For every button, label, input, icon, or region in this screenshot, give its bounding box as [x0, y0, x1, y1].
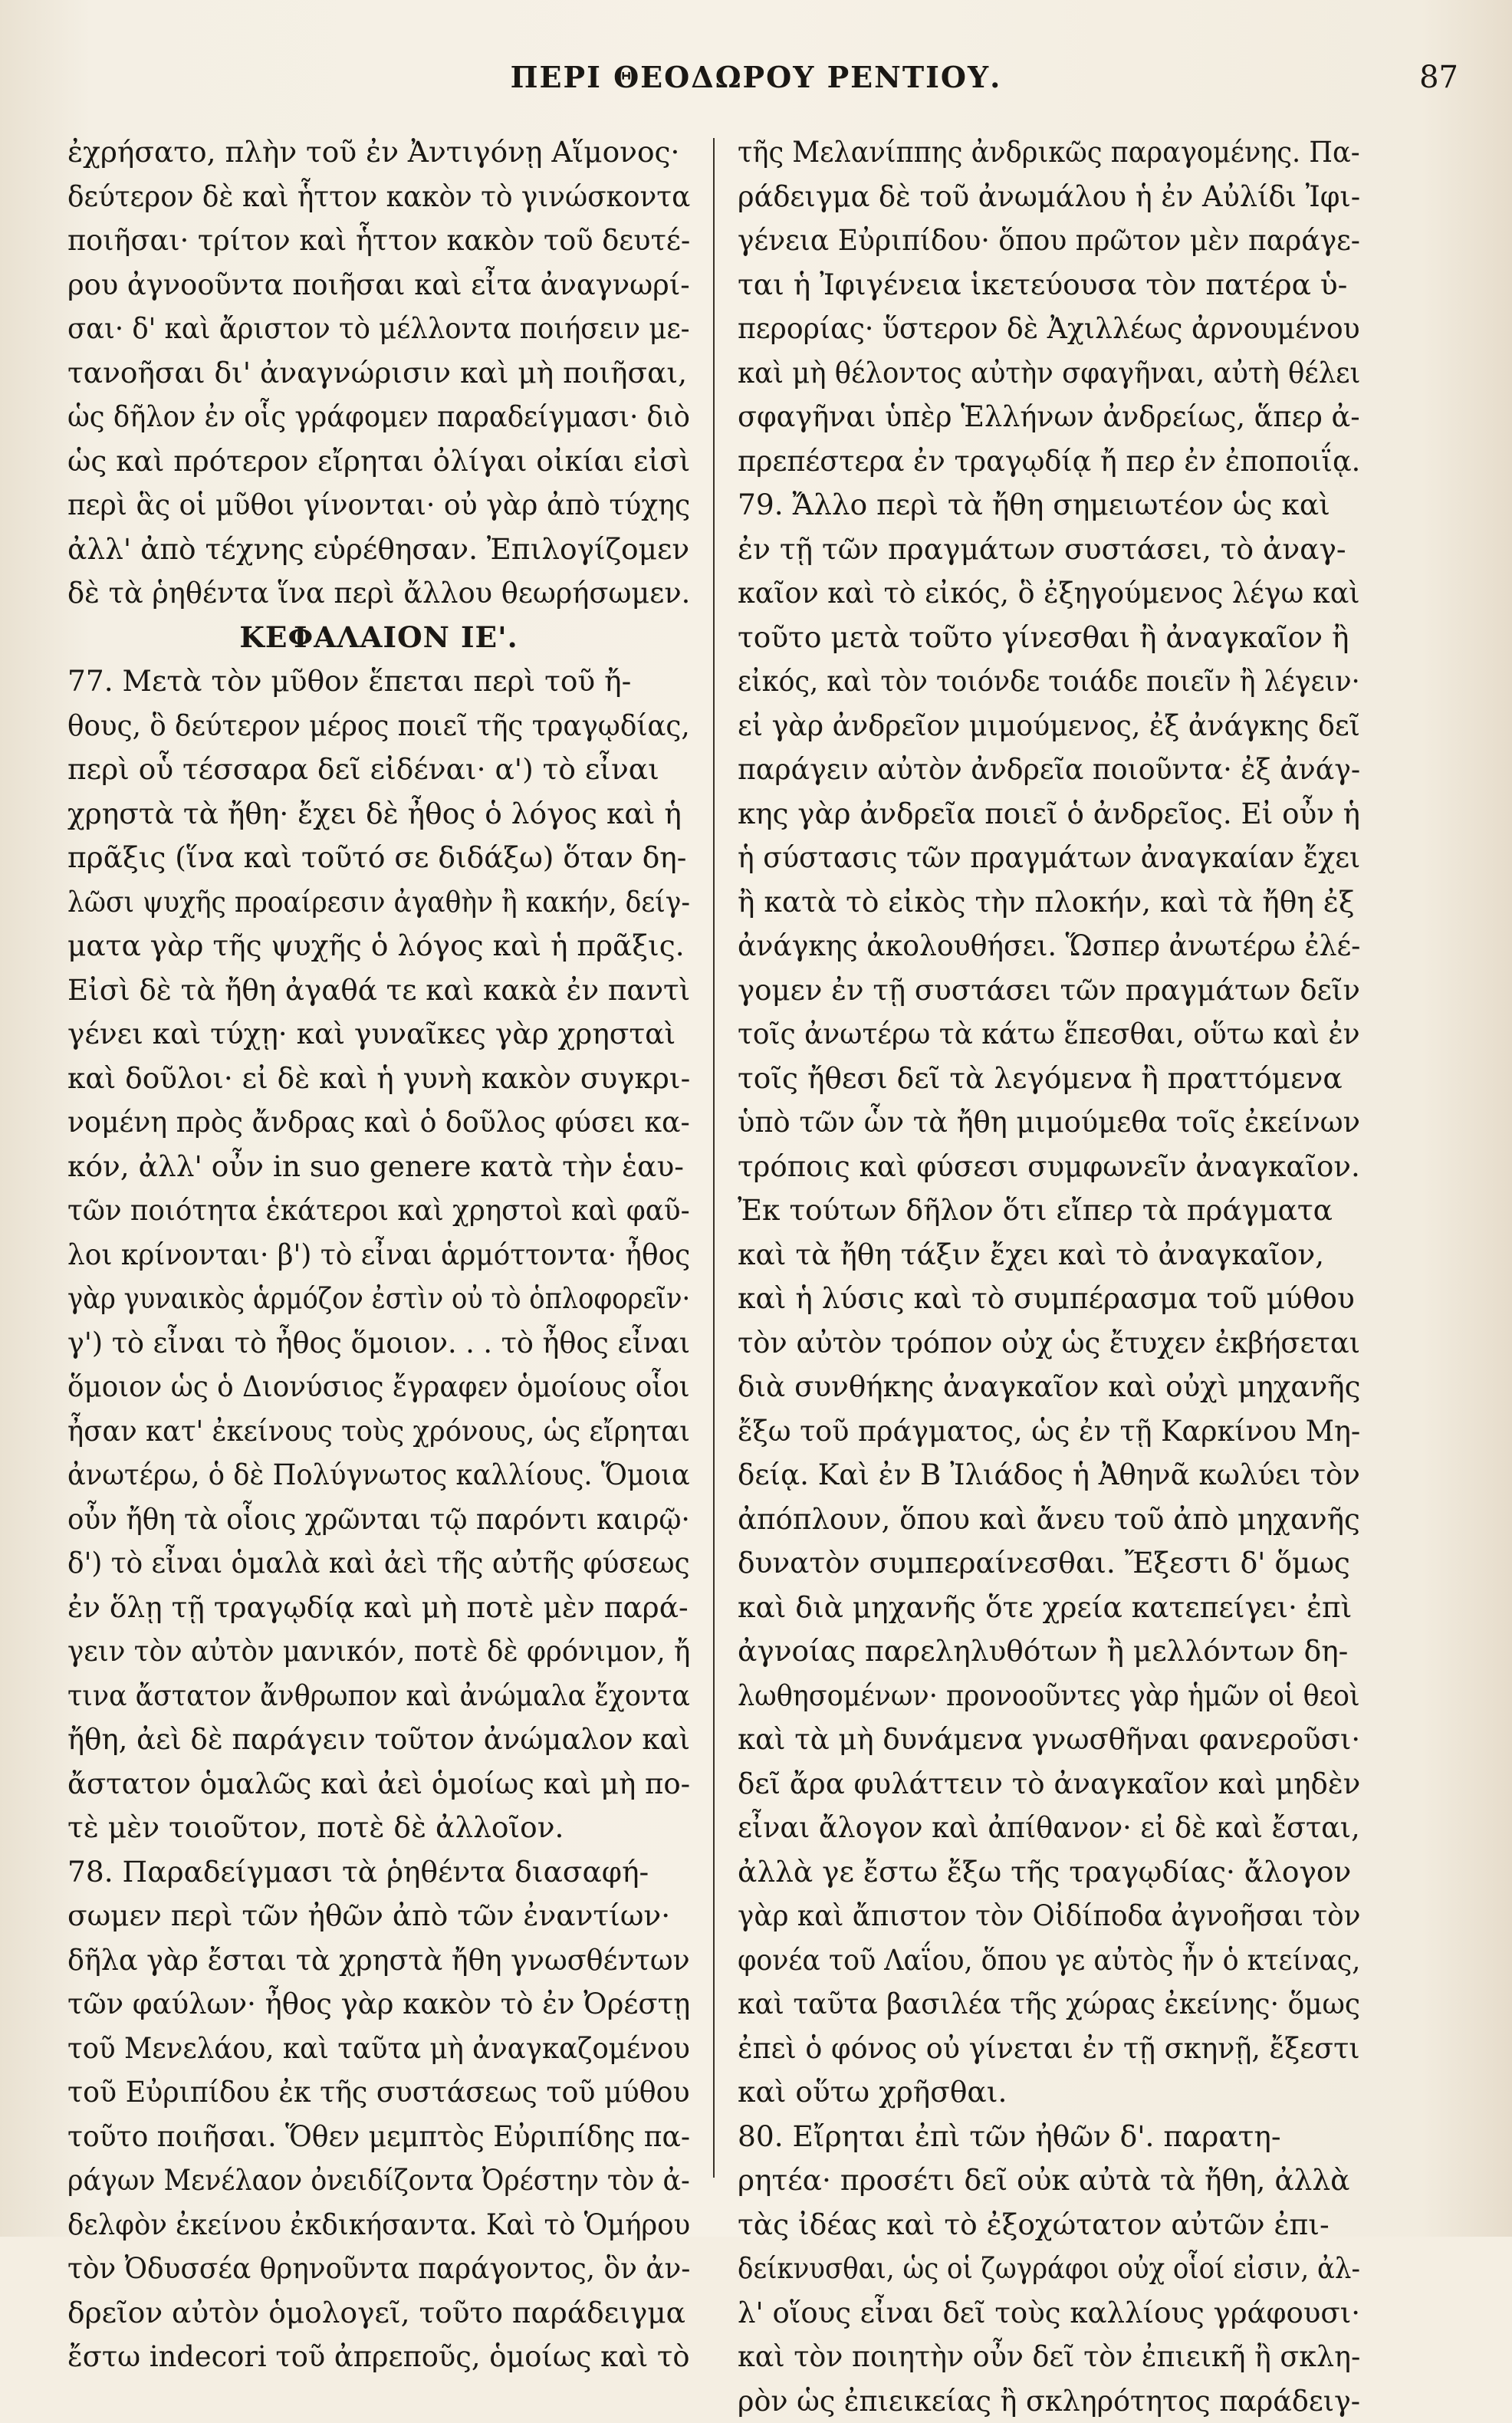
text-line: καὶ τὸν ποιητὴν οὖν δεῖ τὸν ἐπιεικῆ ἢ σκλη-: [738, 2335, 1343, 2379]
text-line: ματα γὰρ τῆς ψυχῆς ὁ λόγος καὶ ἡ πρᾶξις.: [67, 924, 690, 968]
text-line: νομένη πρὸς ἄνδρας καὶ ὁ δοῦλος φύσει κα-: [67, 1100, 670, 1145]
text-line: καῖον καὶ τὸ εἰκός, ὃ ἐξηγούμενος λέγω καὶ: [738, 571, 1343, 616]
text-line: καὶ τὰ ἤθη τάξιν ἔχει καὶ τὸ ἀναγκαῖον,: [738, 1233, 1360, 1277]
page-header: [46, 60, 1466, 109]
text-line: σφαγῆναι ὑπὲρ Ἑλλήνων ἀνδρείως, ἅπερ ἀ-: [738, 395, 1345, 439]
text-line: γὰρ γυναικὸς ἁρμόζον ἐστὶν οὐ τὸ ὁπλοφορεῖν·: [67, 1277, 628, 1321]
text-line: θους, ὃ δεύτερον μέρος ποιεῖ τῆς τραγῳδίας,: [67, 704, 659, 748]
text-line: ὅμοιον ὡς ὁ Διονύσιος ἔγραφεν ὁμοίους οἷοι: [67, 1365, 660, 1409]
text-line: διὰ συνθήκης ἀναγκαῖον καὶ οὐχὶ μηχανῆς: [738, 1365, 1356, 1409]
right-text-column: [738, 130, 1360, 2201]
text-line: ἀγνοίας παρεληλυθότων ἢ μελλόντων δη-: [738, 1629, 1360, 1674]
text-line: εἶναι ἄλογον καὶ ἀπίθανον· εἰ δὲ καὶ ἔσται,: [738, 1806, 1343, 1850]
running-title: ΠΕΡΙ ΘΕΟΔΩΡΟΥ ΡΕΝΤΙΟΥ.: [46, 60, 1466, 94]
text-line: τῶν ποιότητα ἑκάτεροι καὶ χρηστοὶ καὶ φαῦ-: [67, 1188, 660, 1233]
text-line: ρου ἀγνοοῦντα ποιῆσαι καὶ εἶτα ἀναγνωρί-: [67, 263, 679, 307]
text-line: ἦσαν κατ' ἐκείνους τοὺς χρόνους, ὡς εἴρηται: [67, 1409, 655, 1454]
text-line: πρᾶξις (ἵνα καὶ τοῦτό σε διδάξω) ὅταν δη-: [67, 836, 690, 880]
text-line: καὶ δοῦλοι· εἰ δὲ καὶ ἡ γυνὴ κακὸν συγκρι-: [67, 1057, 689, 1101]
text-line: 79. Ἄλλο περὶ τὰ ἤθη σημειωτέον ὡς καὶ: [738, 483, 1360, 528]
text-line: παράγειν αὐτὸν ἀνδρεῖα ποιοῦντα· ἐξ ἀνάγ-: [738, 748, 1339, 792]
text-line: κης γὰρ ἀνδρεῖα ποιεῖ ὁ ἀνδρεῖος. Εἰ οὖν ἡ: [738, 792, 1356, 837]
text-line: ἐν ὅλῃ τῇ τραγῳδίᾳ καὶ μὴ ποτὲ μὲν παρά-: [67, 1586, 690, 1630]
text-line: πρεπέστερα ἐν τραγῳδίᾳ ἤ περ ἐν ἐποποιΐᾳ.: [738, 439, 1344, 484]
text-line: ἄστατον ὁμαλῶς καὶ ἀεὶ ὁμοίως καὶ μὴ πο-: [67, 1762, 682, 1807]
text-line: ἐχρήσατο, πλὴν τοῦ ἐν Ἀντιγόνῃ Αἵμονος·: [67, 130, 690, 175]
text-line: ται ἡ Ἰφιγένεια ἱκετεύουσα τὸν πατέρα ὑ-: [738, 263, 1360, 307]
text-line: ἐν τῇ τῶν πραγμάτων συστάσει, τὸ ἀναγ-: [738, 528, 1360, 572]
text-line: ἀνωτέρω, ὁ δὲ Πολύγνωτος καλλίους. Ὅμοια: [67, 1453, 653, 1498]
text-line: ἀνάγκης ἀκολουθήσει. Ὥσπερ ἀνωτέρω ἐλέ-: [738, 924, 1337, 968]
text-line: περορίας· ὕστερον δὲ Ἀχιλλέως ἀρνουμένου: [738, 307, 1339, 351]
text-line: δὲ τὰ ῥηθέντα ἵνα περὶ ἄλλου θεωρήσωμεν.: [67, 571, 677, 616]
text-line: περὶ οὗ τέσσαρα δεῖ εἰδέναι· α') τὸ εἶναι: [67, 748, 690, 792]
left-text-column: [67, 130, 690, 2201]
text-line: ὡς δῆλον ἐν οἷς γράφομεν παραδείγμασι· διὸ: [67, 395, 654, 439]
text-line: δεύτερον δὲ καὶ ἧττον κακὸν τὸ γινώσκοντα: [67, 175, 662, 219]
text-line: ὡς καὶ πρότερον εἴρηται ὀλίγαι οἰκίαι εἰσὶ: [67, 439, 687, 484]
text-line: δείκνυσθαι, ὡς οἱ ζωγράφοι οὐχ οἷοί εἰσιν, ἀλ-: [738, 2247, 1302, 2291]
text-line: τοῦ Μενελάου, καὶ ταῦτα μὴ ἀναγκαζομένου: [67, 2027, 657, 2071]
page-number: 87: [1419, 60, 1458, 95]
text-line: σωμεν περὶ τῶν ἠθῶν ἀπὸ τῶν ἐναντίων·: [67, 1894, 690, 1938]
text-line: καὶ διὰ μηχανῆς ὅτε χρεία κατεπείγει· ἐπὶ: [738, 1586, 1360, 1630]
text-line: ἢ κατὰ τὸ εἰκὸς τὴν πλοκήν, καὶ τὰ ἤθη ἐξ: [738, 880, 1360, 925]
text-line: δείᾳ. Καὶ ἐν Β Ἰλιάδος ἡ Ἀθηνᾶ κωλύει τὸν: [738, 1453, 1353, 1498]
text-line: καὶ μὴ θέλοντος αὐτὴν σφαγῆναι, αὐτὴ θέλει: [738, 351, 1326, 396]
chapter-heading: ΚΕΦΑΛΑΙΟΝ ΙΕ'.: [67, 616, 690, 660]
text-line: ὑπὸ τῶν ὧν τὰ ἤθη μιμούμεθα τοῖς ἐκείνων: [738, 1100, 1348, 1145]
text-line: γένει καὶ τύχῃ· καὶ γυναῖκες γὰρ χρησταὶ: [67, 1012, 690, 1057]
text-line: καὶ ταῦτα βασιλέα τῆς χώρας ἐκείνης· ὅμως: [738, 1982, 1335, 2027]
text-line: τὰς ἰδέας καὶ τὸ ἐξοχώτατον αὐτῶν ἐπι-: [738, 2203, 1360, 2247]
text-line: ρητέα· προσέτι δεῖ οὐκ αὐτὰ τὰ ἤθη, ἀλλὰ: [738, 2158, 1360, 2203]
text-line: τινα ἄστατον ἄνθρωπον καὶ ἀνώμαλα ἔχοντα: [67, 1674, 646, 1718]
text-line: λῶσι ψυχῆς προαίρεσιν ἀγαθὴν ἢ κακήν, δείγ-: [67, 880, 640, 925]
text-line: 78. Παραδείγμασι τὰ ῥηθέντα διασαφή-: [67, 1850, 690, 1895]
text-line: ράγων Μενέλαον ὀνειδίζοντα Ὀρέστην τὸν ἀ-: [67, 2158, 646, 2203]
text-line: τῆς Μελανίππης ἀνδρικῶς παραγομένης. Πα-: [738, 130, 1320, 175]
text-line: τοῦτο μετὰ τοῦτο γίνεσθαι ἢ ἀναγκαῖον ἢ: [738, 616, 1360, 660]
text-line: Ἐκ τούτων δῆλον ὅτι εἴπερ τὰ πράγματα: [738, 1188, 1360, 1233]
text-line: γένεια Εὐριπίδου· ὅπου πρῶτον μὲν παράγε-: [738, 219, 1336, 263]
text-line: 77. Μετὰ τὸν μῦθον ἕπεται περὶ τοῦ ἤ-: [67, 659, 690, 704]
text-line: ἀλλ' ἀπὸ τέχνης εὑρέθησαν. Ἐπιλογίζομεν: [67, 528, 690, 572]
text-line: γειν τὸν αὐτὸν μανικόν, ποτὲ δὲ φρόνιμον, ἤ: [67, 1629, 659, 1674]
text-line: δεῖ ἄρα φυλάττειν τὸ ἀναγκαῖον καὶ μηδὲν: [738, 1762, 1353, 1807]
text-line: τοῖς ἤθεσι δεῖ τὰ λεγόμενα ἢ πραττόμενα: [738, 1057, 1360, 1101]
text-line: χρηστὰ τὰ ἤθη· ἔχει δὲ ἦθος ὁ λόγος καὶ ἡ: [67, 792, 690, 837]
text-line: ρὸν ὡς ἐπιεικείας ἢ σκληρότητος παράδειγ-: [738, 2379, 1343, 2423]
text-line: καὶ οὕτω χρῆσθαι.: [738, 2070, 1360, 2115]
text-line: οὖν ἤθη τὰ οἷοις χρῶνται τῷ παρόντι καιρῷ·: [67, 1498, 661, 1542]
text-line: ἀλλὰ γε ἔστω ἔξω τῆς τραγῳδίας· ἄλογον: [738, 1850, 1360, 1895]
text-line: ἤθη, ἀεὶ δὲ παράγειν τοῦτον ἀνώμαλον καὶ: [67, 1718, 682, 1762]
text-line: τοῦ Εὐριπίδου ἐκ τῆς συστάσεως τοῦ μύθου: [67, 2070, 671, 2115]
text-line: λωθησομένων· προνοοῦντες γὰρ ἡμῶν οἱ θεοὶ: [738, 1674, 1319, 1718]
text-line: τοῦτο ποιῆσαι. Ὅθεν μεμπτὸς Εὐριπίδης πα-: [67, 2115, 666, 2159]
text-line: τὸν αὐτὸν τρόπον οὐχ ὡς ἔτυχεν ἐκβήσεται: [738, 1321, 1347, 1366]
text-line: εἰκός, καὶ τὸν τοιόνδε τοιάδε ποιεῖν ἢ λέγειν·: [738, 659, 1316, 704]
text-line: δῆλα γὰρ ἔσται τὰ χρηστὰ ἤθη γνωσθέντων: [67, 1938, 673, 1983]
text-line: ἐπεὶ ὁ φόνος οὐ γίνεται ἐν τῇ σκηνῇ, ἔξεστι: [738, 2027, 1344, 2071]
text-line: τῶν φαύλων· ἦθος γὰρ κακὸν τὸ ἐν Ὀρέστῃ: [67, 1982, 681, 2027]
text-line: τρόποις καὶ φύσεσι συμφωνεῖν ἀναγκαῖον.: [738, 1145, 1354, 1189]
text-line: γ') τὸ εἶναι τὸ ἦθος ὅμοιον. . . τὸ ἦθος εἶναι: [67, 1321, 675, 1366]
text-line: δελφὸν ἐκείνου ἐκδικήσαντα. Καὶ τὸ Ὁμήρου: [67, 2203, 656, 2247]
text-line: τὸν Ὀδυσσέα θρηνοῦντα παράγοντος, ὃν ἀν-: [67, 2247, 663, 2291]
column-divider: [713, 138, 715, 2178]
text-line: τοῖς ἀνωτέρω τὰ κάτω ἕπεσθαι, οὕτω καὶ ἐν: [738, 1012, 1334, 1057]
text-line: ἡ σύστασις τῶν πραγμάτων ἀναγκαίαν ἔχει: [738, 836, 1339, 880]
text-line: ἔστω indecori τοῦ ἀπρεποῦς, ὁμοίως καὶ τὸ: [67, 2335, 678, 2379]
text-line: καὶ τὰ μὴ δυνάμενα γνωσθῆναι φανεροῦσι·: [738, 1718, 1351, 1762]
text-line: ποιῆσαι· τρίτον καὶ ἧττον κακὸν τοῦ δευτέ-: [67, 219, 675, 263]
text-line: περὶ ἃς οἱ μῦθοι γίνονται· οὐ γὰρ ἀπὸ τύχης: [67, 483, 668, 528]
text-line: γὰρ καὶ ἄπιστον τὸν Οἰδίποδα ἀγνοῆσαι τὸν: [738, 1894, 1331, 1938]
text-line: λοι κρίνονται· β') τὸ εἶναι ἁρμόττοντα· ἦθος: [67, 1233, 664, 1277]
text-line: φονέα τοῦ Λαΐου, ὅπου γε αὐτὸς ἦν ὁ κτείνας,: [738, 1938, 1315, 1983]
text-line: ἔξω τοῦ πράγματος, ὡς ἐν τῇ Καρκίνου Μη-: [738, 1409, 1344, 1454]
text-line: δρεῖον αὐτὸν ὁμολογεῖ, τοῦτο παράδειγμα: [67, 2291, 690, 2336]
text-line: Εἰσὶ δὲ τὰ ἤθη ἀγαθά τε καὶ κακὰ ἐν παντὶ: [67, 968, 685, 1013]
text-line: καὶ ἡ λύσις καὶ τὸ συμπέρασμα τοῦ μύθου: [738, 1277, 1360, 1321]
text-line: κόν, ἀλλ' οὖν in suo genere κατὰ τὴν ἑαυ-: [67, 1145, 690, 1189]
text-line: δ') τὸ εἶναι ὁμαλὰ καὶ ἀεὶ τῆς αὐτῆς φύσεως: [67, 1541, 662, 1586]
text-line: λ' οἵους εἶναι δεῖ τοὺς καλλίους γράφουσι·: [738, 2291, 1353, 2336]
text-line: τὲ μὲν τοιοῦτον, ποτὲ δὲ ἀλλοῖον.: [67, 1806, 690, 1850]
text-line: σαι· δ' καὶ ἄριστον τὸ μέλλοντα ποιήσειν με-: [67, 307, 655, 351]
text-line: δυνατὸν συμπεραίνεσθαι. Ἔξεστι δ' ὅμως: [738, 1541, 1360, 1586]
text-line: γομεν ἐν τῇ συστάσει τῶν πραγμάτων δεῖν: [738, 968, 1353, 1013]
text-line: τανοῆσαι δι' ἀναγνώρισιν καὶ μὴ ποιῆσαι,: [67, 351, 690, 396]
text-line: ἀπόπλουν, ὅπου καὶ ἄνευ τοῦ ἀπὸ μηχανῆς: [738, 1498, 1355, 1542]
text-line: 80. Εἴρηται ἐπὶ τῶν ἠθῶν δ'. παρατη-: [738, 2115, 1360, 2159]
text-line: ράδειγμα δὲ τοῦ ἀνωμάλου ἡ ἐν Αὐλίδι Ἰφι-: [738, 175, 1346, 219]
text-line: εἰ γὰρ ἀνδρεῖον μιμούμενος, ἐξ ἀνάγκης δεῖ: [738, 704, 1340, 748]
